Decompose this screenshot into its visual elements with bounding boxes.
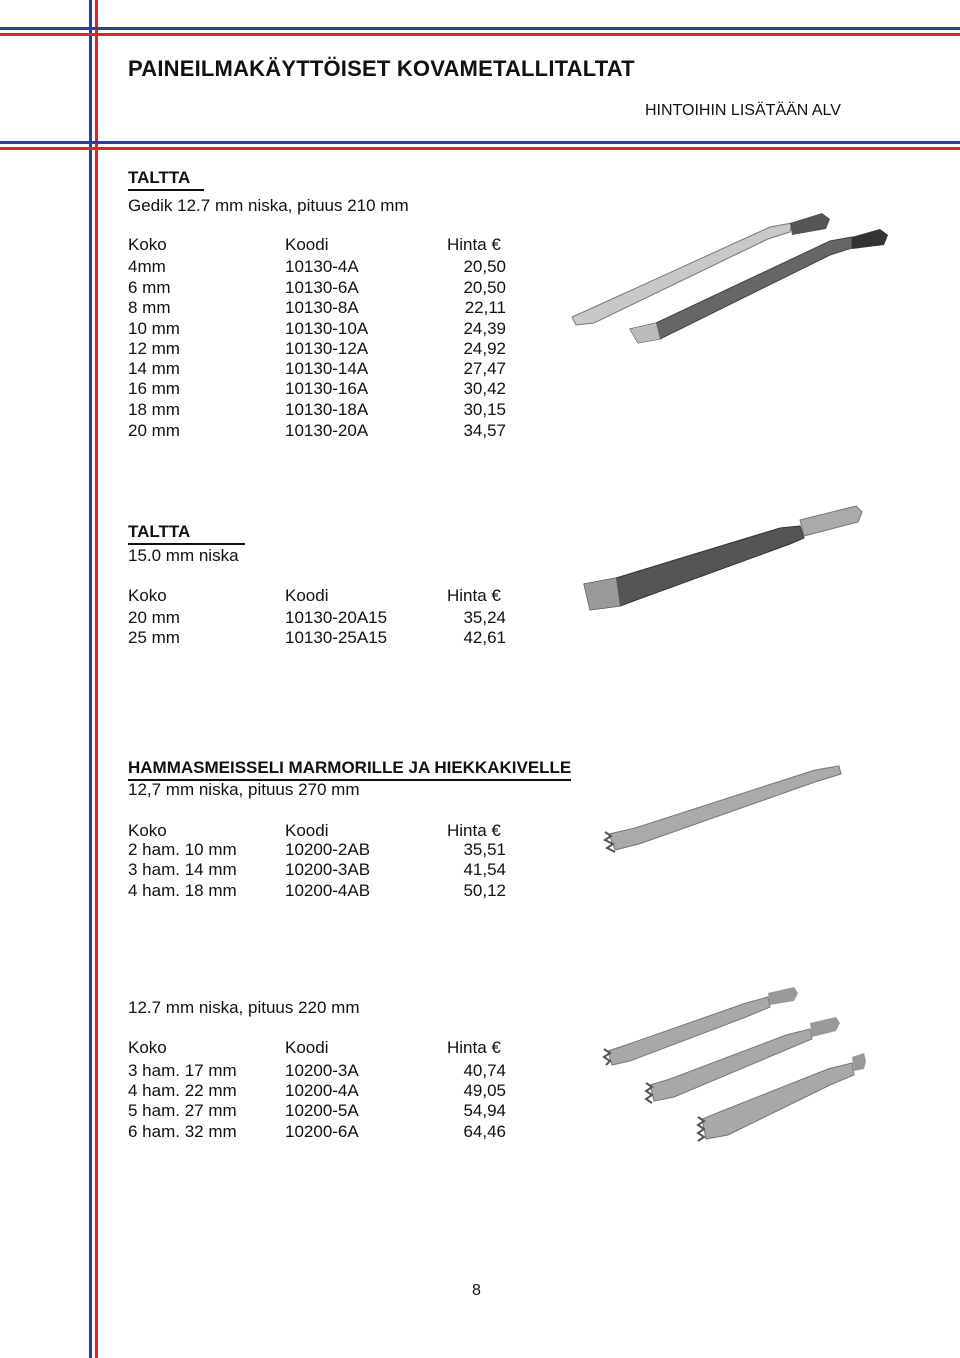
cell-price: 49,05: [463, 1081, 506, 1100]
cell-code: 10130-6A: [285, 278, 359, 297]
cell-size: 3 ham. 14 mm: [128, 860, 237, 879]
cell-code: 10130-18A: [285, 400, 369, 419]
cell-code: 10200-4AB: [285, 881, 371, 900]
border-stripe-left-red: [95, 0, 98, 1358]
cell-size: 14 mm: [128, 359, 180, 378]
cell-code: 10130-20A15: [285, 608, 388, 627]
cell-price: 24,92: [463, 339, 506, 358]
section-1-subtitle: Gedik 12.7 mm niska, pituus 210 mm: [128, 196, 409, 215]
table-row: [128, 628, 528, 648]
tooth-chisel-set-image: [598, 985, 868, 1155]
cell-size: 5 ham. 27 mm: [128, 1101, 237, 1120]
cell-size: 4mm: [128, 257, 166, 276]
page-title: PAINEILMAKÄYTTÖISET KOVAMETALLITALTAT: [128, 56, 635, 81]
cell-price: 35,24: [463, 608, 506, 627]
tooth-chisel-long-image: [595, 760, 855, 860]
cell-price: 27,47: [463, 359, 506, 378]
flat-chisel-pair-image: [560, 205, 900, 355]
col-price-header: Hinta €: [447, 586, 501, 605]
section-4-table-header: [128, 1038, 528, 1058]
table-row: [128, 379, 528, 399]
cell-size: 16 mm: [128, 379, 180, 398]
page-number: 8: [472, 1282, 481, 1299]
cell-price: 22,11: [464, 298, 506, 317]
cell-size: 2 ham. 10 mm: [128, 840, 237, 859]
cell-size: 6 mm: [128, 278, 171, 297]
table-row: [128, 1101, 528, 1121]
cell-code: 10130-4A: [285, 257, 359, 276]
cell-price: 64,46: [463, 1122, 506, 1141]
cell-price: 41,54: [463, 860, 506, 879]
cell-code: 10130-12A: [285, 339, 369, 358]
cell-size: 4 ham. 22 mm: [128, 1081, 237, 1100]
col-code-header: Koodi: [285, 821, 329, 840]
cell-price: 30,42: [463, 379, 506, 398]
cell-code: 10130-10A: [285, 319, 369, 338]
cell-code: 10130-16A: [285, 379, 369, 398]
section-3-table-header: [128, 821, 528, 841]
col-size-header: Koko: [128, 821, 167, 840]
col-code-header: Koodi: [285, 1038, 329, 1057]
table-row: [128, 1122, 528, 1142]
col-size-header: Koko: [128, 235, 167, 254]
table-row: [128, 319, 528, 339]
table-row: [128, 881, 528, 901]
col-code-header: Koodi: [285, 586, 329, 605]
table-row: [128, 257, 528, 277]
table-row: [128, 1081, 528, 1101]
cell-price: 20,50: [463, 278, 506, 297]
cell-size: 10 mm: [128, 319, 180, 338]
table-row: [128, 339, 528, 359]
section-2-heading: TALTTA: [128, 522, 245, 545]
cell-code: 10130-14A: [285, 359, 369, 378]
cell-code: 10130-20A: [285, 421, 369, 440]
cell-price: 42,61: [463, 628, 506, 647]
cell-price: 35,51: [463, 840, 506, 859]
cell-code: 10200-5A: [285, 1101, 359, 1120]
col-code-header: Koodi: [285, 235, 329, 254]
cell-size: 4 ham. 18 mm: [128, 881, 237, 900]
col-size-header: Koko: [128, 1038, 167, 1057]
table-row: [128, 860, 528, 880]
cell-price: 40,74: [463, 1061, 506, 1080]
table-row: [128, 840, 528, 860]
section-3-subtitle: 12,7 mm niska, pituus 270 mm: [128, 780, 360, 799]
border-stripe-top-red: [0, 33, 960, 36]
table-row: [128, 421, 528, 441]
table-row: [128, 298, 528, 318]
section-2-subtitle: 15.0 mm niska: [128, 546, 239, 565]
section-4-subtitle: 12.7 mm niska, pituus 220 mm: [128, 998, 360, 1017]
section-2-table-header: [128, 586, 528, 606]
border-stripe-top-blue: [0, 27, 960, 30]
section-1-table-header: [128, 235, 528, 255]
cell-size: 3 ham. 17 mm: [128, 1061, 237, 1080]
cell-code: 10200-2AB: [285, 840, 371, 859]
cell-size: 20 mm: [128, 421, 180, 440]
cell-code: 10200-4A: [285, 1081, 359, 1100]
cell-code: 10130-8A: [285, 298, 359, 317]
cell-price: 50,12: [463, 881, 506, 900]
col-price-header: Hinta €: [447, 1038, 501, 1057]
cell-size: 12 mm: [128, 339, 180, 358]
cell-code: 10200-6A: [285, 1122, 359, 1141]
cell-code: 10200-3AB: [285, 860, 371, 879]
col-price-header: Hinta €: [447, 821, 501, 840]
cell-code: 10130-25A15: [285, 628, 388, 647]
col-price-header: Hinta €: [447, 235, 501, 254]
vat-note: HINTOIHIN LISÄTÄÄN ALV: [645, 102, 841, 119]
cell-price: 54,94: [463, 1101, 506, 1120]
cell-price: 20,50: [463, 257, 506, 276]
cell-size: 20 mm: [128, 608, 180, 627]
col-size-header: Koko: [128, 586, 167, 605]
wide-chisel-image: [580, 498, 870, 628]
table-row: [128, 400, 528, 420]
cell-price: 30,15: [463, 400, 506, 419]
cell-size: 18 mm: [128, 400, 180, 419]
cell-price: 34,57: [463, 421, 506, 440]
cell-code: 10200-3A: [285, 1061, 359, 1080]
table-row: [128, 359, 528, 379]
border-stripe-left-blue: [89, 0, 92, 1358]
cell-size: 25 mm: [128, 628, 180, 647]
cell-size: 6 ham. 32 mm: [128, 1122, 237, 1141]
cell-size: 8 mm: [128, 298, 171, 317]
section-3-heading: HAMMASMEISSELI MARMORILLE JA HIEKKAKIVELLE: [128, 758, 571, 781]
section-1-heading: TALTTA: [128, 168, 204, 191]
cell-price: 24,39: [463, 319, 506, 338]
table-row: [128, 278, 528, 298]
table-row: [128, 608, 528, 628]
border-stripe-mid-red: [0, 147, 960, 150]
table-row: [128, 1061, 528, 1081]
border-stripe-mid-blue: [0, 141, 960, 144]
